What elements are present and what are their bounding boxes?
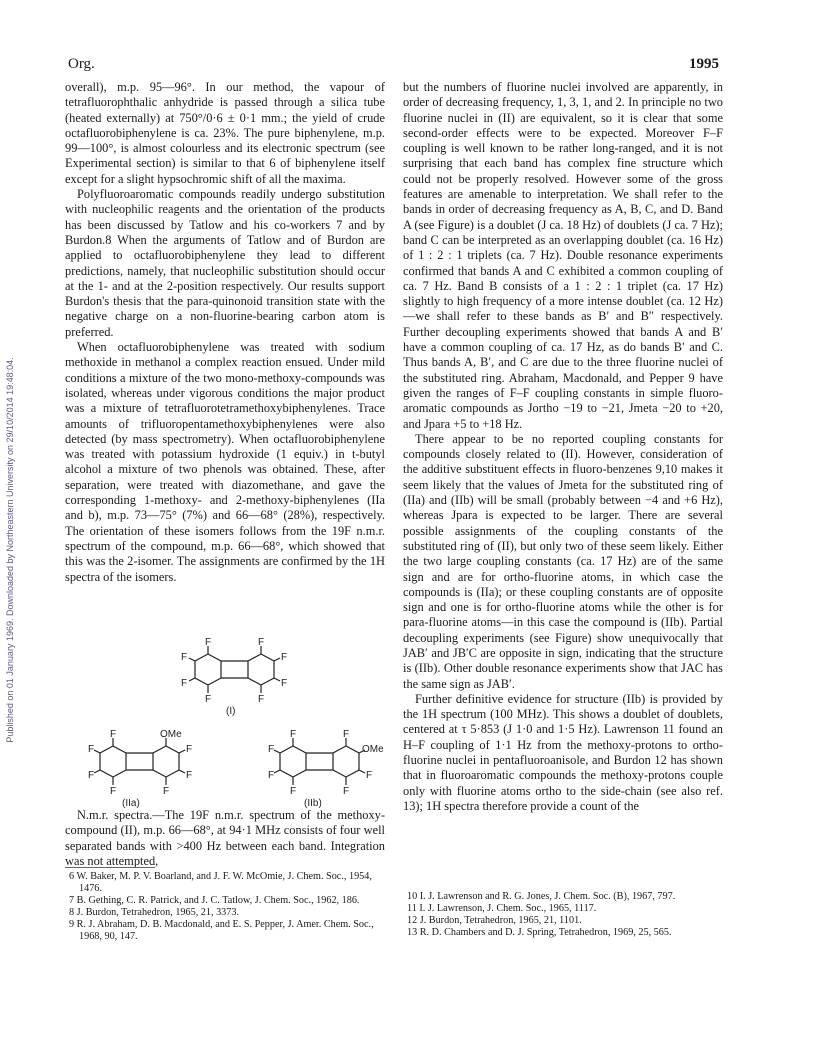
f-label: F — [343, 786, 350, 797]
watermark-text: Published on 01 January 1969. Downloaded by Northeastern University on 29/10/2014 19:48:04. — [5, 357, 15, 743]
paragraph: When octafluorobiphenylene was treated with sodium methoxide in methanol a complex reaction ensued. Under mild conditions a mixture of the two mono-methoxy-compounds was isolated, whereas under vigorous conditions the major product was a mixture of tetrafluorotetramethoxybiphenylenes. Trace amounts of trifluoropentamethoxybiphenylenes were also detected (by mass spectrometry). When octafluorobiphenylene was treated with potassium hydroxide (1 equiv.) in t-butyl alcohol a mixture of two phenols was obtained. These, after separation, were treated with diazomethane, and gave the corresponding 1-methoxy- and 2-methoxy-biphenylenes (IIa and b), m.p. 73—75° (7%) and 66—68° (28%), respectively. The orientation of these isomers follows from the 19F n.m.r. spectrum of the compound, m.p. 66—68°, which showed that this was the 2-isomer. The assignments are confirmed by the 1H spectra of the isomers. — [65, 340, 385, 584]
structure-IIa — [88, 728, 198, 813]
paragraph: N.m.r. spectra.—The 19F n.m.r. spectrum of the methoxy-compound (II), m.p. 66—68°, at 94·1 MHz consists of four well separated bands with >400 Hz between each band. Integration was not attempted, — [65, 808, 385, 868]
right-column — [403, 80, 723, 814]
f-label: F — [281, 678, 288, 689]
f-label: F — [181, 652, 188, 663]
f-label: F — [268, 744, 275, 755]
structure-label: (IIa) — [122, 798, 140, 808]
f-label: F — [186, 770, 193, 781]
paragraph: Polyfluoroaromatic compounds readily undergo substitution with nucleophilic reagents and the orientation of the products has been discussed by Tatlow and his co-workers 7 and by Burdon.8 When the arguments of Tatlow and of Burdon are applied to octafluorobiphenylene they lead to different predictions, namely, that nucleophilic substitution should occur at the 1- and at the 2-position respectively. Our results support Burdon's thesis that the para-quinonoid transition state with the negative charge on a non-fluorine-bearing carbon atom is preferred. — [65, 187, 385, 339]
footnote: 13 R. D. Chambers and D. J. Spring, Tetrahedron, 1969, 25, 565. — [407, 927, 672, 938]
f-label: F — [258, 694, 265, 705]
nmr-paragraph-block — [65, 808, 385, 869]
f-label: F — [110, 786, 117, 797]
structure-label: (I) — [226, 706, 236, 716]
f-label: F — [110, 729, 117, 740]
f-label: F — [366, 770, 373, 781]
paragraph: There appear to be no reported coupling constants for compounds closely related to (II). However, consideration of the additive substituent effects in fluoro-benzenes 9,10 makes it seem likely that the values of Jmeta for the substituted ring of (IIa) and (IIb) will be small (probably between −4 and +6 Hz), whereas Jpara is expected to be larger. There are several possible assignments of the coupling constants of the substituted ring of (II), but only two of these seem likely. Either the two large coupling constants (ca. 17 Hz) are of the same sign and are for ortho-fluorine atoms, in which case the compounds is (IIa); or these coupling constants are of opposite sign and one is for ortho-fluorine atoms while the other is for para-fluorine atoms—in this case the compound is (IIb). Partial decoupling experiments (see Figure) show unequivocally that JAB′ and JB′C are opposite in sign, indicating that the structure is (IIb). Other double resonance experiments show that JAC has the same sign as JAB′. — [403, 431, 723, 691]
footnotes-right — [403, 891, 723, 939]
f-label: F — [205, 637, 212, 648]
footnote: 11 I. J. Lawrenson, J. Chem. Soc., 1965, 1117. — [407, 903, 597, 914]
f-label: F — [88, 744, 95, 755]
f-label: F — [186, 744, 193, 755]
f-label: F — [88, 770, 95, 781]
structure-I — [178, 636, 298, 721]
f-label: F — [163, 786, 170, 797]
paragraph: Further definitive evidence for structure (IIb) is provided by the 1H spectrum (100 MHz). This shows a doublet of doublets, centered at τ 5·853 (J 1·0 and 1·5 Hz). Lawrenson 11 found an H–F coupling of 1·1 Hz from the methoxy-protons to ortho-fluorine nuclei in pentafluoroanisole, and Burdon 12 has shown that in fluoroaromatic compounds the methoxy-protons couple only with fluorine atoms ortho to the side-chain (see also ref. 13); 1H spectra therefore provide a count of the — [403, 691, 723, 813]
footnote: 7 B. Gething, C. R. Patrick, and J. C. Tatlow, J. Chem. Soc., 1962, 186. — [69, 895, 360, 906]
journal-section: Org. — [68, 56, 95, 72]
footnote-rule — [65, 867, 155, 868]
f-label: F — [268, 770, 275, 781]
f-label: F — [258, 637, 265, 648]
f-label: F — [343, 729, 350, 740]
footnote: 6 W. Baker, M. P. V. Boarland, and J. F. W. McOmie, J. Chem. Soc., 1954, 1476. — [69, 871, 372, 894]
paragraph: but the numbers of fluorine nuclei involved are apparently, in order of decreasing frequency, 1, 3, 1, and 2. In principle no two fluorine nuclei in (II) are equivalent, so it is clear that some second-order effects were to be expected. Moreover F–F coupling is well known to be rather long-ranged, and it is not surprising that each band has complex fine structure which could not be properly resolved. However some of the gross features are amenable to interpretation. We shall refer to the bands in order of decreasing frequency as A, B, C, and D. Band A (see Figure) is a doublet (J ca. 18 Hz) of doublets (J ca. 7 Hz); band C can be interpreted as an overlapping doublet (ca. 16 Hz) of 1 : 2 : 1 triplets (ca. 7 Hz). Double resonance experiments confirmed that bands A and C exhibited a common coupling of ca. 7 Hz. Band B consists of a 1 : 2 : 1 triplet (ca. 17 Hz) slightly to high frequency of a more intense doublet (ca. 12 Hz)—we shall refer to these bands as B′ and B″ respectively. Further decoupling experiments showed that bands A and B′ have a common coupling of ca. 17 Hz, as do bands B′ and C. Thus bands A, B′, and C are due to the three fluorine nuclei of the substituted ring. Abraham, Macdonald, and Pepper 9 have given the ranges of F–F coupling constants in simple fluoro-aromatic compounds as Jortho −19 to −21, Jmeta −20 to +20, and Jpara +5 to +18 Hz. — [403, 80, 723, 431]
footnote: 8 J. Burdon, Tetrahedron, 1965, 21, 3373. — [69, 907, 240, 918]
f-label: F — [290, 729, 297, 740]
f-label: F — [181, 678, 188, 689]
structure-IIb — [268, 728, 383, 813]
footnotes-left — [65, 871, 385, 943]
f-label: F — [281, 652, 288, 663]
paragraph: overall), m.p. 95—96°. In our method, the vapour of tetrafluorophthalic anhydride is passed through a silica tube (heated externally) at 750°/0·6 ± 0·1 mm.; the yield of crude octafluorobiphenylene is ca. 23%. The pure biphenylene, m.p. 99—100°, is almost colourless and its electronic spectrum (see Experimental section) is similar to that 6 of biphenylene itself except for a slight hypsochromic shift of all the maxima. — [65, 80, 385, 186]
footnote: 9 R. J. Abraham, D. B. Macdonald, and E. S. Pepper, J. Amer. Chem. Soc., 1968, 90, 147. — [69, 919, 374, 942]
footnote: 10 I. J. Lawrenson and R. G. Jones, J. Chem. Soc. (B), 1967, 797. — [407, 891, 676, 902]
structure-label: (IIb) — [304, 798, 322, 808]
f-label: F — [290, 786, 297, 797]
download-watermark — [2, 300, 18, 800]
page-number: 1995 — [689, 56, 719, 72]
methoxy-label: OMe — [160, 729, 182, 740]
methoxy-label: OMe — [362, 744, 383, 755]
left-column — [65, 80, 385, 585]
f-label: F — [205, 694, 212, 705]
footnote: 12 J. Burdon, Tetrahedron, 1965, 21, 1101. — [407, 915, 582, 926]
